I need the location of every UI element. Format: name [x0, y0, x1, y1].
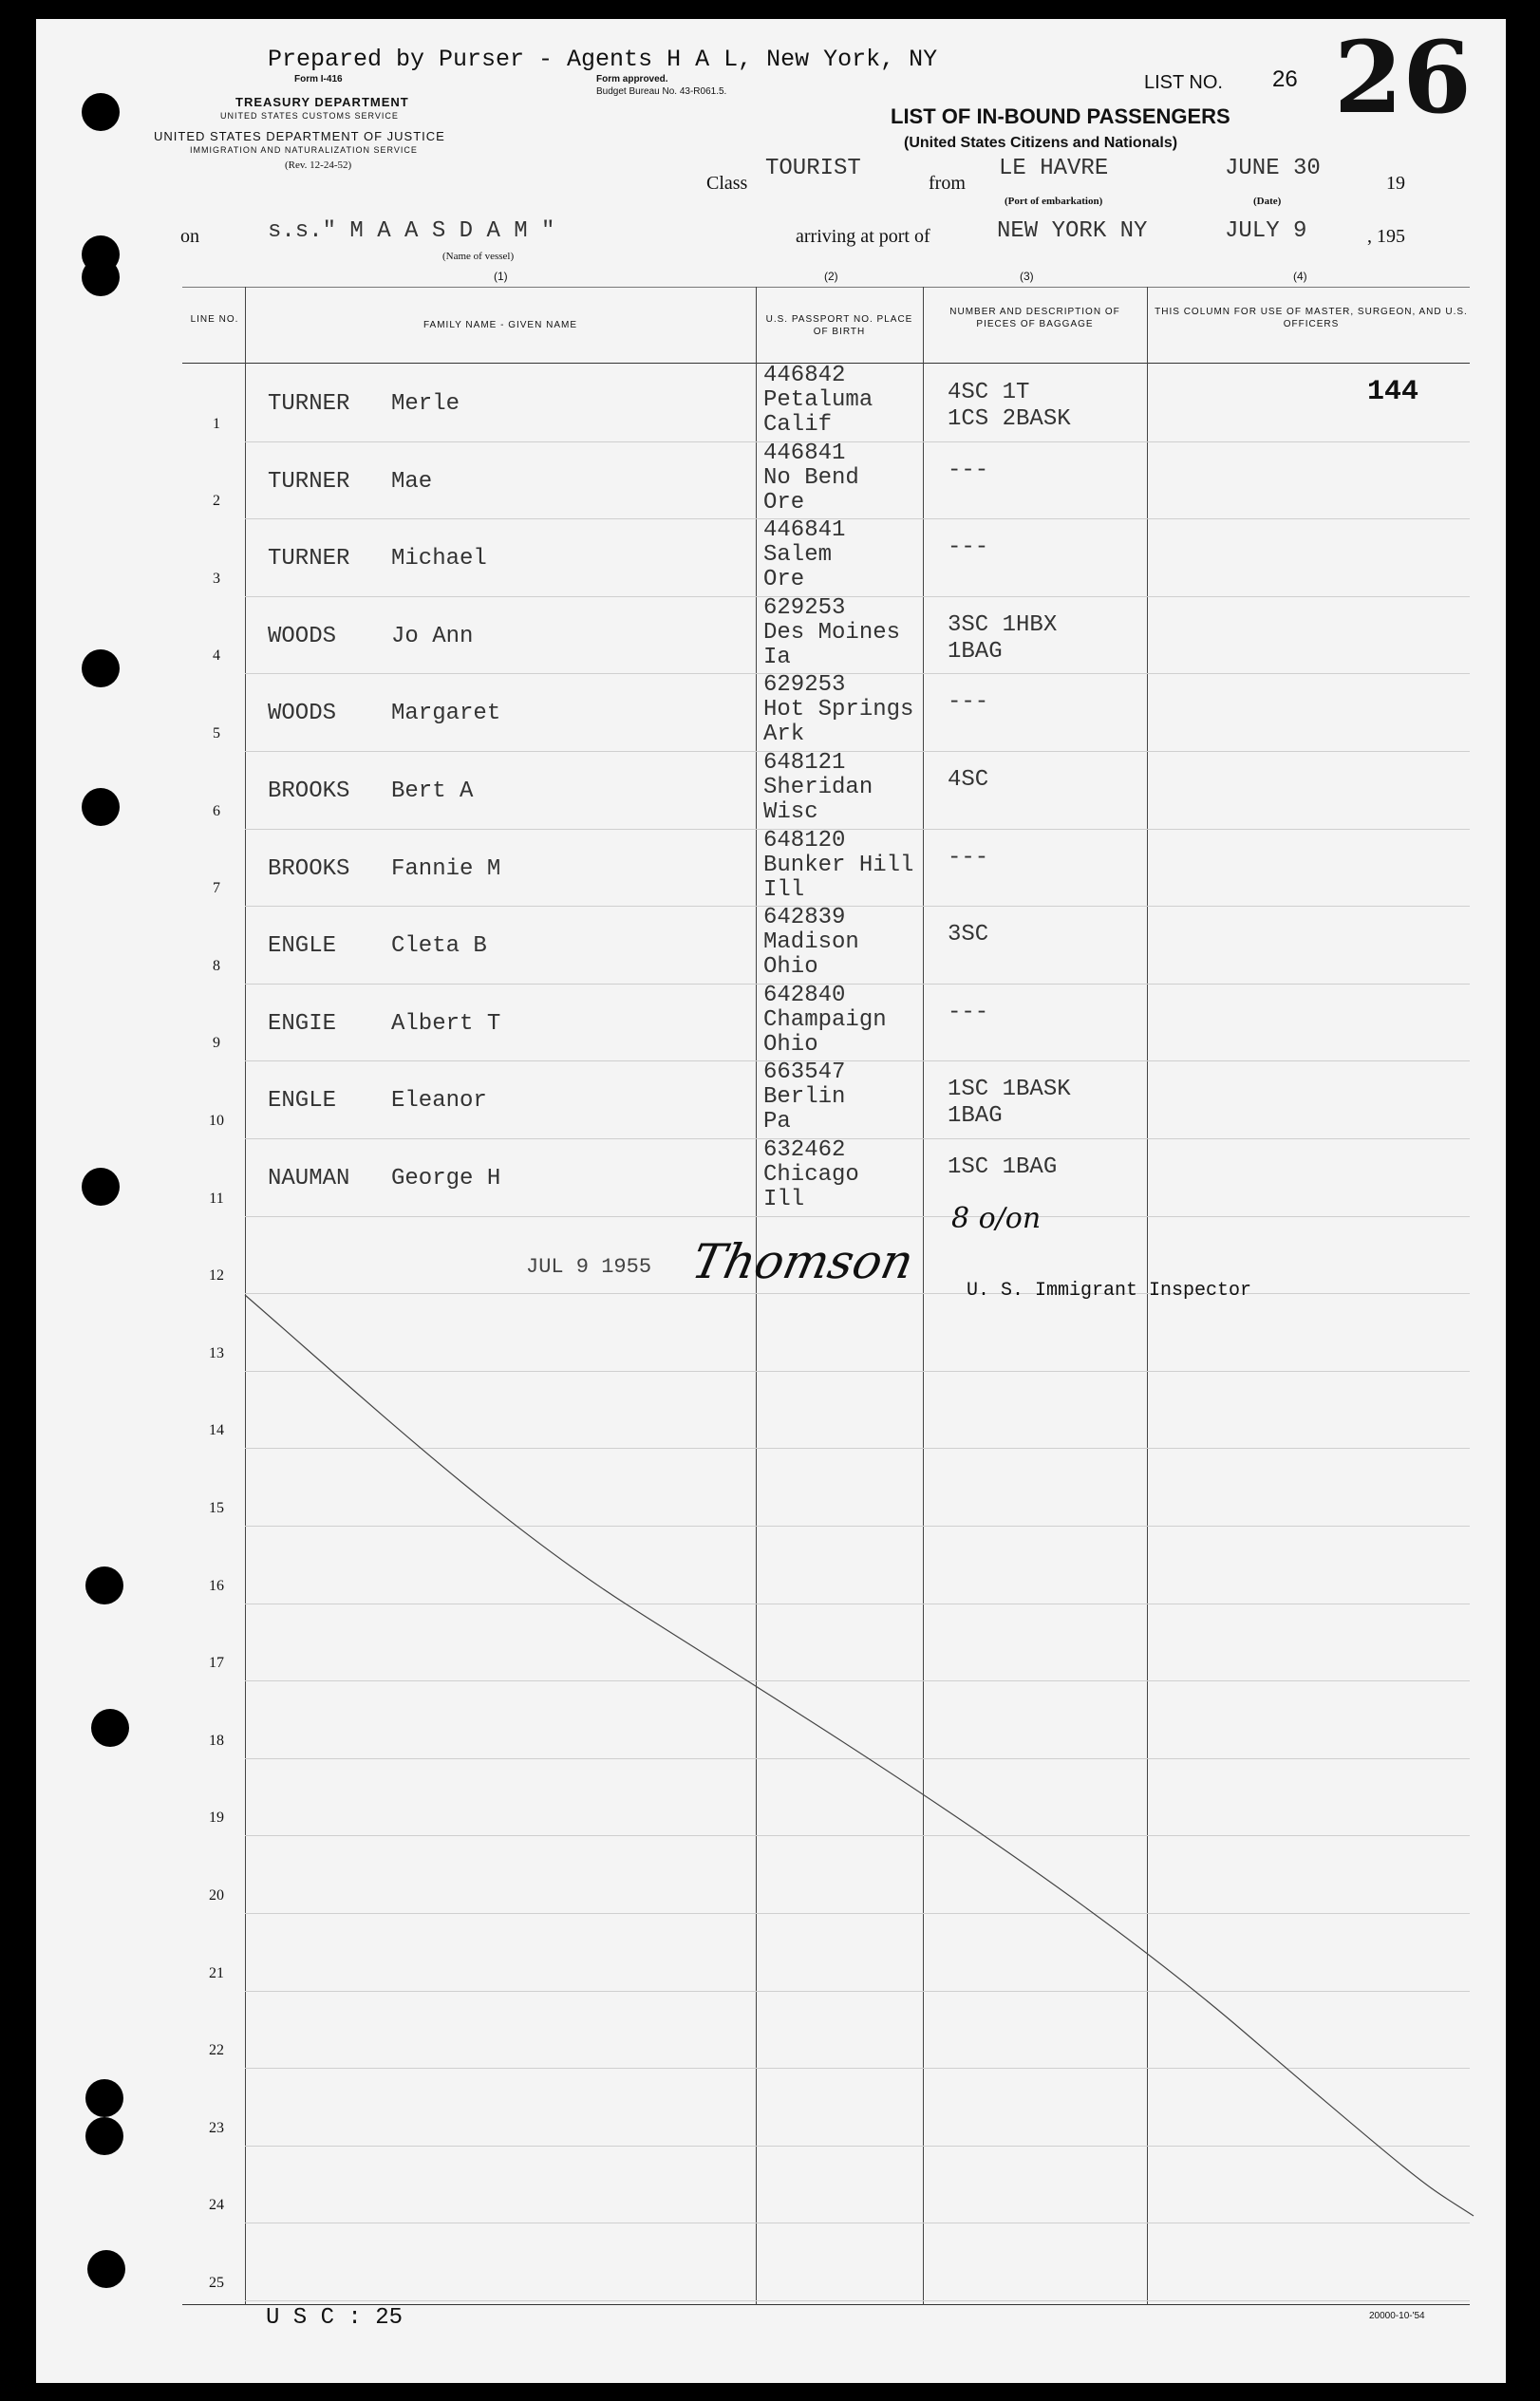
form-approved: Form approved.: [596, 74, 668, 84]
family-name: TURNER: [268, 546, 350, 572]
line-number: 9: [213, 1035, 220, 1052]
passport-number: 629253: [763, 594, 846, 621]
birth-place: Salem: [763, 542, 833, 569]
birth-place: Chicago: [763, 1162, 859, 1188]
given-name: Jo Ann: [391, 623, 474, 649]
department-of-justice: UNITED STATES DEPARTMENT OF JUSTICE: [154, 129, 445, 143]
list-subtitle: (United States Citizens and Nationals): [904, 135, 1178, 151]
arriving-label: arriving at port of: [796, 226, 930, 247]
line-number: 7: [213, 880, 220, 897]
line-number: 5: [213, 725, 220, 741]
birth-place-state: Ill: [763, 876, 805, 903]
passport-number: 629253: [763, 672, 846, 699]
birth-place: Des Moines: [763, 619, 901, 646]
birth-place: Hot Springs: [763, 697, 914, 723]
birth-place-state: Calif: [763, 412, 833, 438]
baggage-line: 1BAG: [948, 1103, 1003, 1130]
family-name: WOODS: [268, 701, 337, 727]
form-number: Form I-416: [294, 74, 343, 84]
given-name: Eleanor: [391, 1088, 487, 1115]
birth-place-state: Ill: [763, 1187, 805, 1212]
from-label: from: [929, 173, 966, 194]
handwritten-initials: 8 o/on: [951, 1202, 1042, 1235]
arrival-port: NEW YORK NY: [997, 218, 1148, 244]
birth-place-state: Ore: [763, 489, 805, 516]
given-name: Cleta B: [391, 933, 487, 960]
line-number: 24: [209, 2197, 224, 2214]
passport-number: 642840: [763, 982, 846, 1008]
header-officers: THIS COLUMN FOR USE OF MASTER, SURGEON, AND U.S. OFFICERS: [1155, 307, 1468, 329]
family-name: ENGIE: [268, 1010, 337, 1037]
passport-number: 632462: [763, 1137, 846, 1163]
given-name: Margaret: [391, 701, 501, 727]
baggage-line: 1BAG: [948, 638, 1003, 665]
line-number: 6: [213, 802, 220, 819]
baggage-line: 3SC 1HBX: [948, 611, 1058, 638]
line-number: 3: [213, 570, 220, 587]
column-number: (4): [1293, 270, 1307, 283]
budget-bureau: Budget Bureau No. 43-R061.5.: [596, 86, 727, 97]
baggage-line: ---: [948, 689, 989, 716]
family-name: WOODS: [268, 623, 337, 649]
passport-number: 648121: [763, 750, 846, 776]
baggage-line: ---: [948, 457, 989, 483]
line-number: 8: [213, 957, 220, 974]
column-number: (3): [1020, 270, 1034, 283]
vessel-name: s.s." M A A S D A M ": [268, 218, 555, 244]
print-code: 20000-10-'54: [1369, 2311, 1425, 2321]
passport-number: 648120: [763, 827, 846, 853]
prepared-by-line: Prepared by Purser - Agents H A L, New York, NY: [268, 46, 938, 73]
given-name: Mae: [391, 468, 433, 495]
birth-place: Berlin: [763, 1084, 846, 1111]
line-number: 2: [213, 493, 220, 510]
line-number: 22: [209, 2042, 224, 2059]
line-number: 23: [209, 2119, 224, 2136]
header-baggage: NUMBER AND DESCRIPTION OF PIECES OF BAGGAGE: [949, 307, 1120, 329]
family-name: BROOKS: [268, 855, 350, 882]
given-name: Fannie M: [391, 855, 501, 882]
family-name: NAUMAN: [268, 1166, 350, 1191]
baggage-line: ---: [948, 999, 989, 1025]
line-number: 11: [209, 1190, 224, 1207]
header-name: FAMILY NAME - GIVEN NAME: [423, 320, 577, 330]
baggage-line: ---: [948, 844, 989, 871]
class-value: TOURIST: [765, 156, 861, 181]
date-caption: (Date): [1253, 196, 1282, 207]
passport-number: 642839: [763, 905, 846, 931]
embark-caption: (Port of embarkation): [1005, 196, 1103, 207]
family-name: BROOKS: [268, 778, 350, 804]
baggage-line: ---: [948, 535, 989, 561]
list-no-typed: 26: [1272, 66, 1298, 92]
header-passport: U.S. PASSPORT NO. PLACE OF BIRTH: [765, 314, 913, 337]
class-label: Class: [706, 173, 748, 194]
line-number: 19: [209, 1810, 224, 1827]
birth-place: Madison: [763, 929, 859, 956]
given-name: Michael: [391, 546, 487, 572]
birth-place: Bunker Hill: [763, 852, 914, 878]
line-number: 18: [209, 1732, 224, 1749]
given-name: George H: [391, 1166, 501, 1191]
inspector-title: U. S. Immigrant Inspector: [967, 1280, 1252, 1302]
family-name: TURNER: [268, 391, 350, 417]
from-value: LE HAVRE: [999, 156, 1109, 181]
line-number: 20: [209, 1887, 224, 1904]
birth-place-state: Ia: [763, 644, 791, 670]
baggage-line: 3SC: [948, 922, 989, 948]
baggage-line: 4SC 1T: [948, 380, 1030, 405]
birth-place-state: Pa: [763, 1109, 791, 1135]
birth-place-state: Ohio: [763, 1031, 818, 1058]
baggage-line: 1CS 2BASK: [948, 406, 1071, 432]
date-year: 19: [1386, 173, 1405, 194]
family-name: ENGLE: [268, 1088, 337, 1115]
date-value: JUNE 30: [1225, 156, 1321, 181]
given-name: Bert A: [391, 778, 474, 804]
customs-service: UNITED STATES CUSTOMS SERVICE: [220, 111, 399, 121]
line-number: 25: [209, 2275, 224, 2291]
line-number: 4: [213, 647, 220, 665]
on-label: on: [180, 226, 199, 247]
birth-place-state: Ore: [763, 567, 805, 593]
list-no-stamp: 26: [1334, 19, 1472, 136]
birth-place-state: Ark: [763, 722, 805, 748]
inspection-stamp-date: JUL 9 1955: [526, 1255, 652, 1279]
line-number: 15: [209, 1500, 224, 1516]
usc-code: U S C : 25: [266, 2305, 404, 2331]
baggage-line: 4SC: [948, 767, 989, 793]
birth-place: Petaluma: [763, 387, 873, 413]
birth-place-state: Wisc: [763, 799, 818, 825]
header-line-no: LINE NO.: [190, 314, 239, 325]
line-number: 13: [209, 1344, 224, 1361]
officer-number: 144: [1367, 376, 1419, 408]
treasury-department: TREASURY DEPARTMENT: [235, 95, 409, 109]
list-title: LIST OF IN-BOUND PASSENGERS: [891, 104, 1230, 128]
passport-number: 446841: [763, 517, 846, 544]
list-no-label: LIST NO.: [1144, 72, 1223, 93]
baggage-line: 1SC 1BASK: [948, 1077, 1071, 1103]
revision: (Rev. 12-24-52): [285, 159, 352, 171]
given-name: Albert T: [391, 1010, 501, 1037]
line-number: 10: [209, 1113, 224, 1129]
family-name: ENGLE: [268, 933, 337, 960]
baggage-line: 1SC 1BAG: [948, 1154, 1058, 1180]
birth-place-state: Ohio: [763, 954, 818, 981]
inspector-signature: Thomson: [686, 1234, 919, 1289]
arrival-date: JULY 9: [1225, 218, 1307, 244]
family-name: TURNER: [268, 468, 350, 495]
column-number: (1): [494, 270, 508, 283]
line-number: 14: [209, 1422, 224, 1439]
line-number: 12: [209, 1267, 224, 1285]
birth-place: No Bend: [763, 464, 859, 491]
line-number: 1: [213, 415, 220, 432]
vessel-caption: (Name of vessel): [442, 251, 515, 262]
passport-number: 446842: [763, 363, 846, 388]
immigration-service: IMMIGRATION AND NATURALIZATION SERVICE: [190, 145, 418, 155]
line-number: 16: [209, 1577, 224, 1594]
passport-number: 446841: [763, 440, 846, 466]
given-name: Merle: [391, 391, 460, 417]
line-number: 17: [209, 1655, 224, 1672]
birth-place: Champaign: [763, 1006, 887, 1033]
birth-place: Sheridan: [763, 775, 873, 800]
arrival-year: , 195: [1367, 226, 1405, 247]
passport-number: 663547: [763, 1060, 846, 1086]
line-number: 21: [209, 1964, 224, 1981]
column-number: (2): [824, 270, 838, 283]
